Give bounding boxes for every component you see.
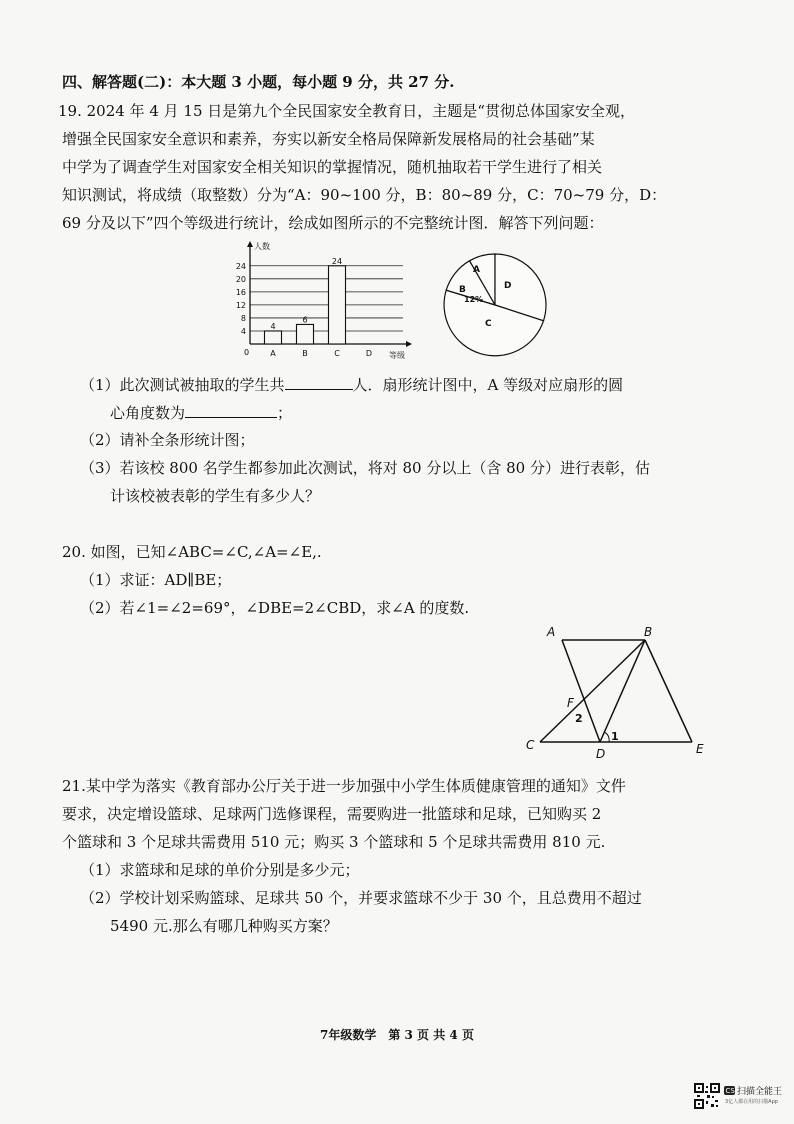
q19-line-3: 中学为了调查学生对国家安全相关知识的掌握情况，随机抽取若干学生进行了相关 bbox=[62, 158, 603, 176]
watermark-title: 扫描全能王 bbox=[737, 1087, 783, 1097]
q19-line-5: 69 分及以下”四个等级进行统计，绘成如图所示的不完整统计图．解答下列问题： bbox=[62, 214, 604, 232]
bar-B bbox=[297, 324, 314, 344]
x-tick-label: A bbox=[270, 349, 276, 358]
q21-line-1: 21.某中学为落实《教育部办公厅关于进一步加强中小学生体质健康管理的通知》文件 bbox=[62, 777, 626, 795]
q20-sub1: （1）求证：AD∥BE； bbox=[80, 571, 232, 589]
scanner-watermark bbox=[694, 1081, 783, 1111]
segment-AD bbox=[562, 640, 600, 742]
pie-label-B: B bbox=[459, 285, 466, 295]
q19-sub3-line2: 计该校被表彰的学生有多少人？ bbox=[110, 487, 321, 505]
geometry-figure bbox=[520, 618, 720, 758]
segment-BE bbox=[645, 640, 692, 742]
y-axis-arrow bbox=[247, 241, 253, 247]
y-tick-label: 4 bbox=[240, 326, 246, 336]
q19-sub1-text-b: 人．扇形统计图中，A 等级对应扇形的圆 bbox=[352, 376, 624, 394]
pie-chart bbox=[440, 250, 550, 360]
y-tick-label: 12 bbox=[235, 300, 246, 310]
bar-A bbox=[265, 331, 282, 344]
bar-chart bbox=[228, 238, 423, 363]
y-axis-title: 人数 bbox=[254, 242, 270, 251]
qr-code-icon bbox=[694, 1083, 720, 1109]
q21-sub2-line2: 5490 元.那么有哪几种购买方案？ bbox=[110, 917, 338, 935]
q19-sub1-text-d: ； bbox=[277, 404, 293, 422]
segment-BD bbox=[600, 640, 645, 742]
data-label-A: 4 bbox=[270, 321, 276, 331]
answer-blank-angle[interactable] bbox=[185, 402, 277, 418]
pie-percent-B: 12% bbox=[464, 295, 484, 304]
pie-label-C: C bbox=[485, 319, 492, 329]
label-C: C bbox=[526, 738, 535, 752]
q19-sub1-text-a: （1）此次测试被抽取的学生共 bbox=[80, 376, 285, 394]
angle-1-arc bbox=[604, 732, 609, 742]
section-header: 四、解答题(二)：本大题 3 小题，每小题 9 分，共 27 分. bbox=[62, 73, 455, 91]
answer-blank-total[interactable] bbox=[285, 374, 353, 390]
segment-BC bbox=[540, 640, 645, 742]
watermark-subtitle: 3亿人都在用的扫描App bbox=[725, 1099, 778, 1105]
q19-sub1-text-c: 心角度数为 bbox=[110, 404, 186, 422]
q20-line-1: 20. 如图，已知∠ABC=∠C,∠A=∠E,. bbox=[62, 543, 322, 561]
q19-sub2: （2）请补全条形统计图； bbox=[80, 431, 255, 449]
q19-line-4: 知识测试，将成绩（取整数）分为“A：90~100 分，B：80~89 分，C：70~79 分，D： bbox=[62, 186, 667, 204]
x-tick-label: C bbox=[334, 349, 340, 358]
q21-sub1: （1）求篮球和足球的单价分别是多少元； bbox=[80, 861, 360, 879]
svg-text:CS: CS bbox=[725, 1087, 735, 1095]
label-D: D bbox=[596, 747, 606, 758]
x-tick-label: D bbox=[365, 349, 373, 358]
pie-label-A: A bbox=[473, 265, 480, 275]
label-angle-2: 2 bbox=[575, 712, 583, 725]
q21-sub2-line1: （2）学校计划采购篮球、足球共 50 个，并要求篮球不少于 30 个，且总费用不超过 bbox=[80, 889, 642, 907]
data-label-C: 24 bbox=[331, 256, 343, 266]
label-F: F bbox=[567, 696, 574, 710]
q21-line-2: 要求，决定增设篮球、足球两门选修课程，需要购进一批篮球和足球，已知购买 2 bbox=[62, 805, 602, 823]
y-tick-label: 16 bbox=[235, 287, 246, 297]
label-E: E bbox=[696, 742, 704, 756]
x-tick-label: B bbox=[302, 349, 308, 358]
y-tick-label: 20 bbox=[235, 274, 246, 284]
q19-sub3-line1: （3）若该校 800 名学生都参加此次测试，将对 80 分以上（含 80 分）进行表彰，估 bbox=[80, 459, 650, 477]
page-footer: 7年级数学 第 3 页 共 4 页 bbox=[320, 1028, 474, 1042]
bar-C bbox=[329, 266, 346, 344]
q21-line-3: 个篮球和 3 个足球共需费用 510 元；购买 3 个篮球和 5 个足球共需费用 810 元. bbox=[62, 833, 606, 851]
q19-line-2: 增强全民国家安全意识和素养，夯实以新安全格局保障新发展格局的社会基础”某 bbox=[62, 130, 595, 148]
x-axis-arrow bbox=[406, 341, 412, 347]
pie-label-D: D bbox=[504, 281, 512, 291]
q19-sub1-line1 bbox=[80, 374, 623, 395]
q20-sub2: （2）若∠1=∠2=69°，∠DBE=2∠CBD，求∠A 的度数. bbox=[80, 599, 470, 617]
x-axis-title: 等级 bbox=[389, 351, 405, 360]
y-tick-label: 8 bbox=[240, 313, 246, 323]
label-B: B bbox=[644, 625, 653, 639]
data-label-B: 6 bbox=[302, 315, 308, 325]
y-tick-label: 24 bbox=[235, 261, 246, 271]
q19-line-1: 19. 2024 年 4 月 15 日是第九个全民国家安全教育日，主题是“贯彻总体国家安全观， bbox=[58, 102, 635, 120]
origin-label: 0 bbox=[244, 348, 250, 357]
q19-sub1-line2 bbox=[110, 402, 292, 423]
label-angle-1: 1 bbox=[611, 730, 619, 743]
scanner-logo-icon bbox=[724, 1086, 735, 1095]
label-A: A bbox=[547, 625, 556, 639]
